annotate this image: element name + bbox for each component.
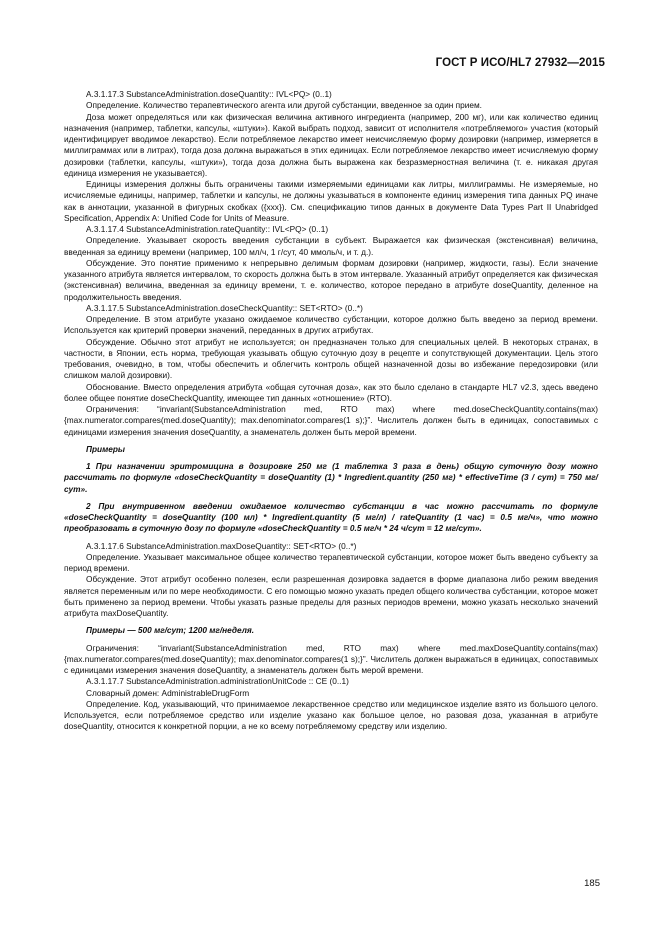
paragraph: Определение. Количество терапевтического агента или другой субстанции, введенное за один прием. [86,100,482,111]
paragraph: Ограничения: “invariant(SubstanceAdministration med, RTO max) where med.doseCheckQuantity.contains(max) {max.numerator.compares(med.doseQuantity); max.denominator.compares(1 s);}”. Числитель должен быть в единицах, сопоставимых с единицами измерения значения doseQuantity, а знаменатель должен быть мерой времени. [64,404,598,437]
paragraph: Определение. Указывает максимальное общее количество терапевтической субстанции, которое может быть введено субъекту за период времени. [64,551,598,573]
paragraph: Единицы измерения должны быть ограничены такими измеряемыми единицами как литры, миллиграммы. Не измеряемые, но исчисляемые единицы, например, таблетки и капсулы, не должны указываться в компоненте единиц измерения типа данных PQ иначе как в аннотации, указанной в фигурных скобках ({xxx}). См. спецификацию типов данных в документе Data Types Part II Unabridged Specification, Appendix A: Unified Code for Units of Measure. [64,179,598,223]
paragraph: Обсуждение. Этот атрибут особенно полезен, если разрешенная дозировка задается в форме диапазона либо режим введения является переменным или по мере необходимости. С его помощью можно указать предел общего количества субстанции, которое может быть применено за период времени. Чтобы указать разные пределы для разных периодов времени, можно указать несколько значений атрибута maxDoseQuantity. [64,574,598,618]
paragraph: Обсуждение. Это понятие применимо к непрерывно делимым формам дозировки (например, жидкости, газы). Если значение указанного атрибута является интервалом, то скорость должна быть в этом интервале. Указанный атрибут определяется как физическая (экстенсивная) величина, введенная за единицу времени, т. е. количество, которое передано в атрибуте doseQuantity, деленное на продолжительность введения. [64,257,598,302]
page-body [64,89,598,733]
example-2: 2 При внутривенном введении ожидаемое количество субстанции в час можно рассчитать по формуле «doseCheckQuantity = doseQuantity (100 мл) * Ingredient.quantity (5 мг/л) / rateQuantity (1 час) = 0.5 мг/ч», что можно преобразовать в суточную дозу по формуле «doseCheckQuantity = 0.5 мг/ч * 24 ч/сут = 12 мг/сут». [64,500,598,534]
paragraph: Обоснование. Вместо определения атрибута «общая суточная доза», как это было сделано в стандарте HL7 v2.3, здесь введено более общее понятие doseCheckQuantity, имеющее тип данных «отношение» (RTO). [64,381,598,403]
example-1: 1 При назначении эритромицина в дозировке 250 мг (1 таблетка 3 раза в день) общую суточную дозу можно рассчитать по формуле «doseCheckQuantity = doseQuantity (1) * Ingredient.quantity (250 мг) * effectiveTime (3 / сут) = 750 мг/сут». [64,461,598,494]
paragraph: Определение. Указывает скорость введения субстанции в субъект. Выражается как физическая (экстенсивная) величина, введенная за единицу времени (например, 100 мл/ч, 1 г/сут, 40 ммоль/ч, и т. д.). [64,235,598,257]
document-code: ГОСТ Р ИСО/HL7 27932—2015 [435,57,605,69]
page-number: 185 [584,878,600,889]
section-heading-dose-quantity: A.3.1.17.3 SubstanceAdministration.doseQuantity:: IVL<PQ> (0..1) [86,89,332,99]
paragraph: Определение. В этом атрибуте указано ожидаемое количество субстанции, которое должно быть введено за период времени. Используется как критерий проверки значений, переданных в других атрибутах. [64,314,598,336]
examples-heading: Примеры [86,443,126,454]
paragraph: Ограничения: “invariant(SubstanceAdministration med, RTO max) where med.maxDoseQuantity.contains(max) {max.numerator.compares(med.doseQuantity); max.denominator.compares(1 s);}”. Числитель должен выражаться в единицах, сопоставимых с единицами измерения значения doseQuantity, а знаменатель должен быть мерой времени. [64,642,598,675]
section-heading-rate-quantity: A.3.1.17.4 SubstanceAdministration.rateQuantity:: IVL<PQ> (0..1) [86,224,329,234]
section-heading-dose-check-quantity: A.3.1.17.5 SubstanceAdministration.doseCheckQuantity:: SET<RTO> (0..*) [86,302,363,313]
vocabulary-domain: Словарный домен: AdministrableDrugForm [86,687,250,698]
section-heading-administration-unit-code: A.3.1.17.7 SubstanceAdministration.administrationUnitCode :: CE (0..1) [86,676,349,687]
paragraph: Доза может определяться или как физическая величина активного ингредиента (например, 200 мг), или как количество единиц назначения (например, таблетки, капсулы, «штуки»). Какой выбрать подход, зависит от исполнителя «потребляемого» участия (который идентифицирует вводимое лекарство). Если потребляемое лекарство имеет неисчисляемую форму дозировки (например, измеряется в миллиграммах или в литрах), тогда доза должна выражаться в этих единицах. Если потребляемое лекарство имеет исчисляемую форму дозировки (таблетки, капсулы, «штуки»), тогда доза должна быть выражена как безразмерностная величина (т. е. никакая другая единица измерения не указывается). [64,111,598,178]
paragraph: Определение. Код, указывающий, что принимаемое лекарственное средство или медицинское изделие взято из большого целого. Используется, если потребляемое средство или изделие указано как большое целое, но разовая доза, указанная в атрибуте doseQuantity, относится к конкретной порции, а не ко всему потребляемому средству или изделию. [64,698,598,732]
examples-max-dose: Примеры — 500 мг/сут; 1200 мг/неделя. [86,625,255,636]
paragraph: Обсуждение. Обычно этот атрибут не используется; он предназначен только для специальных целей. В некоторых странах, в частности, в Японии, есть норма, требующая указывать общую суточную дозу в рецепте и сопутствующей документации. Цель этого требования, очевидно, в том, чтобы обеспечить и облегчить контроль общей назначенной дозы во избежание передозировки (или слишком малой дозировки). [64,336,598,381]
section-heading-max-dose-quantity: A.3.1.17.6 SubstanceAdministration.maxDoseQuantity:: SET<RTO> (0..*) [86,540,357,551]
